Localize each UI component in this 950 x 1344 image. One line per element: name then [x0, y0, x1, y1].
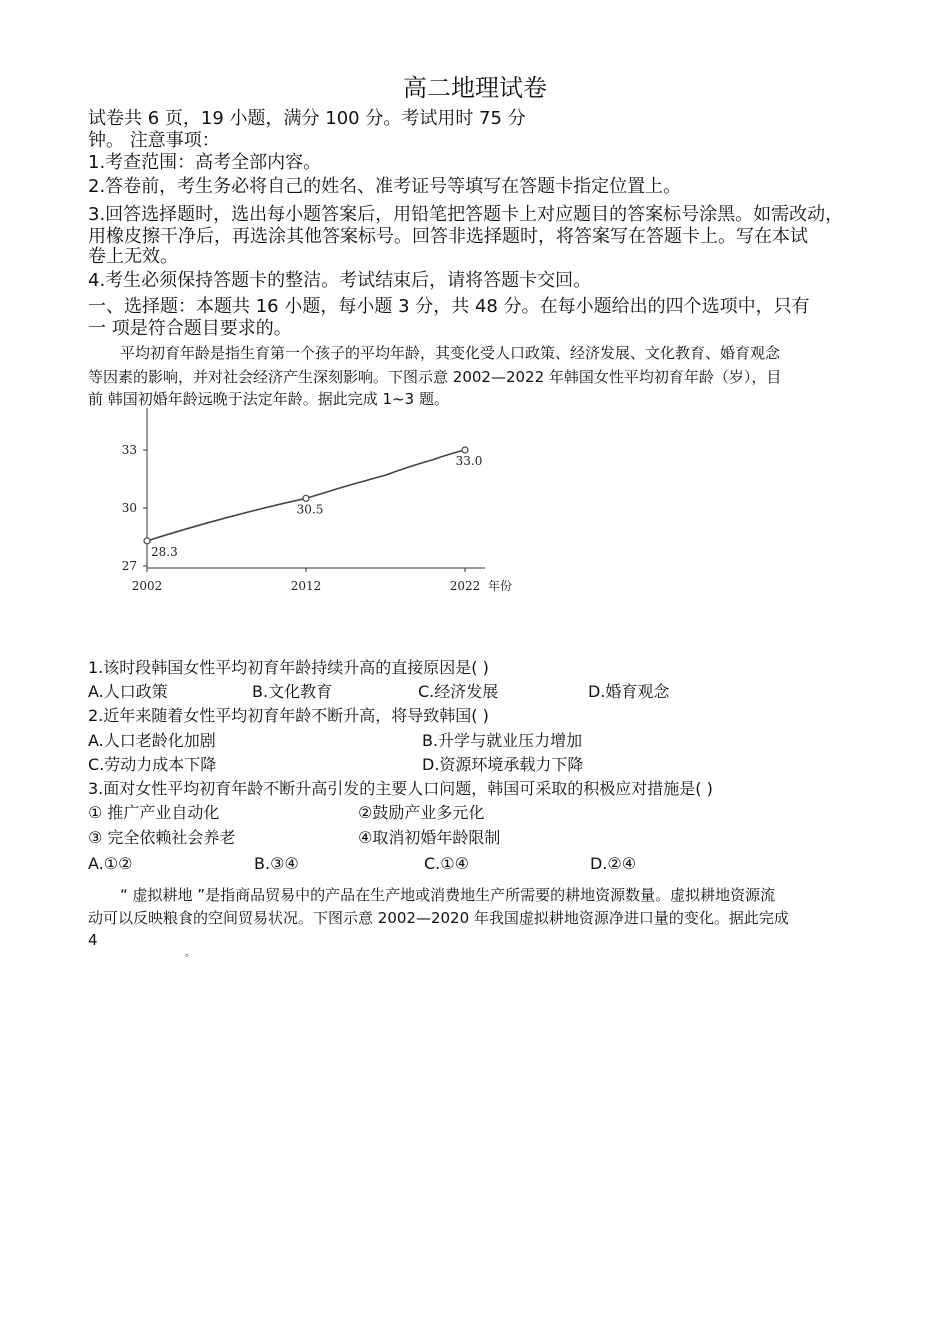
x-axis-label: 年份 [488, 579, 513, 593]
note-1: 1.考查范围：高考全部内容。 [88, 152, 322, 173]
y-tick-label: 33 [121, 443, 137, 457]
question-1-option-d: D.婚育观念 [588, 682, 670, 701]
question-2-option-a: A.人口老龄化加剧 [88, 731, 216, 750]
page-title: 高二地理试卷 [403, 74, 547, 102]
data-point [144, 538, 150, 544]
question-3-item-4: ④取消初婚年龄限制 [358, 828, 501, 847]
question-1-stem: 1.该时段韩国女性平均初育年龄持续升高的直接原因是( ) [88, 658, 489, 677]
question-2-option-b: B.升学与就业压力增加 [422, 731, 583, 750]
question-3-item-3: ③ 完全依赖社会养老 [88, 828, 236, 847]
note-3-line-1: 3.回答选择题时，选出每小题答案后，用铅笔把答题卡上对应题目的答案标号涂黑。如需改动， [88, 204, 844, 225]
passage-1-line-3: 前 韩国初婚年龄远晚于法定年龄。据此完成 1~3 题。 [88, 390, 449, 408]
data-point [303, 495, 309, 501]
question-3-option-b: B.③④ [254, 854, 299, 873]
data-label: 28.3 [151, 544, 178, 559]
y-tick-label: 27 [121, 559, 137, 573]
section-1-heading-cont: 一 项是符合题目要求的。 [88, 318, 292, 339]
x-tick-label: 2002 [131, 579, 163, 593]
question-1-option-c: C.经济发展 [418, 682, 499, 701]
passage-2-line-1: “ 虚拟耕地 ”是指商品贸易中的产品在生产地或消费地生产所需要的耕地资源数量。虚拟耕地资源流 [120, 886, 776, 904]
note-3-line-3: 卷上无效。 [88, 246, 178, 267]
note-3-line-2: 用橡皮擦干净后，再选涂其他答案标号。回答非选择题时，将答案写在答题卡上。写在本试 [88, 226, 808, 247]
question-2-stem: 2.近年来随着女性平均初育年龄不断升高，将导致韩国( ) [88, 706, 489, 725]
x-tick-label: 2022 [449, 579, 481, 593]
question-2-option-d: D.资源环境承载力下降 [422, 755, 584, 774]
passage-1-line-1: 平均初育年龄是指生育第一个孩子的平均年龄，其变化受人口政策、经济发展、文化教育、婚育观念 [120, 344, 781, 362]
data-point [462, 447, 468, 453]
passage-2-line-3: 4 [88, 931, 98, 949]
data-label: 30.5 [296, 502, 324, 517]
question-3-item-2: ②鼓励产业多元化 [358, 803, 485, 822]
x-tick-label: 2012 [290, 579, 322, 593]
question-2-option-c: C.劳动力成本下降 [88, 755, 217, 774]
question-3-option-c: C.①④ [424, 854, 469, 873]
question-1-option-b: B.文化教育 [252, 682, 333, 701]
intro-line-1: 试卷共 6 页，19 小题，满分 100 分。考试用时 75 分 [88, 108, 526, 129]
passage-1-line-2: 等因素的影响，并对社会经济产生深刻影响。下图示意 2002—2022 年韩国女性平均初育年龄（岁），目 [88, 368, 782, 386]
age-line-chart [100, 400, 530, 610]
question-1-option-a: A.人口政策 [88, 682, 168, 701]
section-1-heading: 一、选择题：本题共 16 小题，每小题 3 分，共 48 分。在每小题给出的四个选项中，只有 [88, 296, 810, 317]
question-3-stem: 3.面对女性平均初育年龄不断升高引发的主要人口问题，韩国可采取的积极应对措施是( ) [88, 779, 713, 798]
passage-2-line-2: 动可以反映粮食的空间贸易状况。下图示意 2002—2020 年我国虚拟耕地资源净进口量的变化。据此完成 [88, 909, 789, 927]
passage-2-trailing-mark: 。 [185, 948, 195, 959]
data-label: 33.0 [455, 454, 483, 468]
question-3-option-a: A.①② [88, 854, 133, 873]
question-3-option-d: D.②④ [590, 854, 637, 873]
y-tick-label: 30 [121, 501, 137, 515]
note-4: 4.考生必须保持答题卡的整洁。考试结束后，请将答题卡交回。 [88, 270, 592, 291]
question-3-item-1: ① 推广产业自动化 [88, 803, 220, 822]
note-2: 2.答卷前，考生务必将自己的姓名、准考证号等填写在答题卡指定位置上。 [88, 176, 682, 197]
intro-line-2: 钟。 注意事项： [88, 130, 220, 151]
